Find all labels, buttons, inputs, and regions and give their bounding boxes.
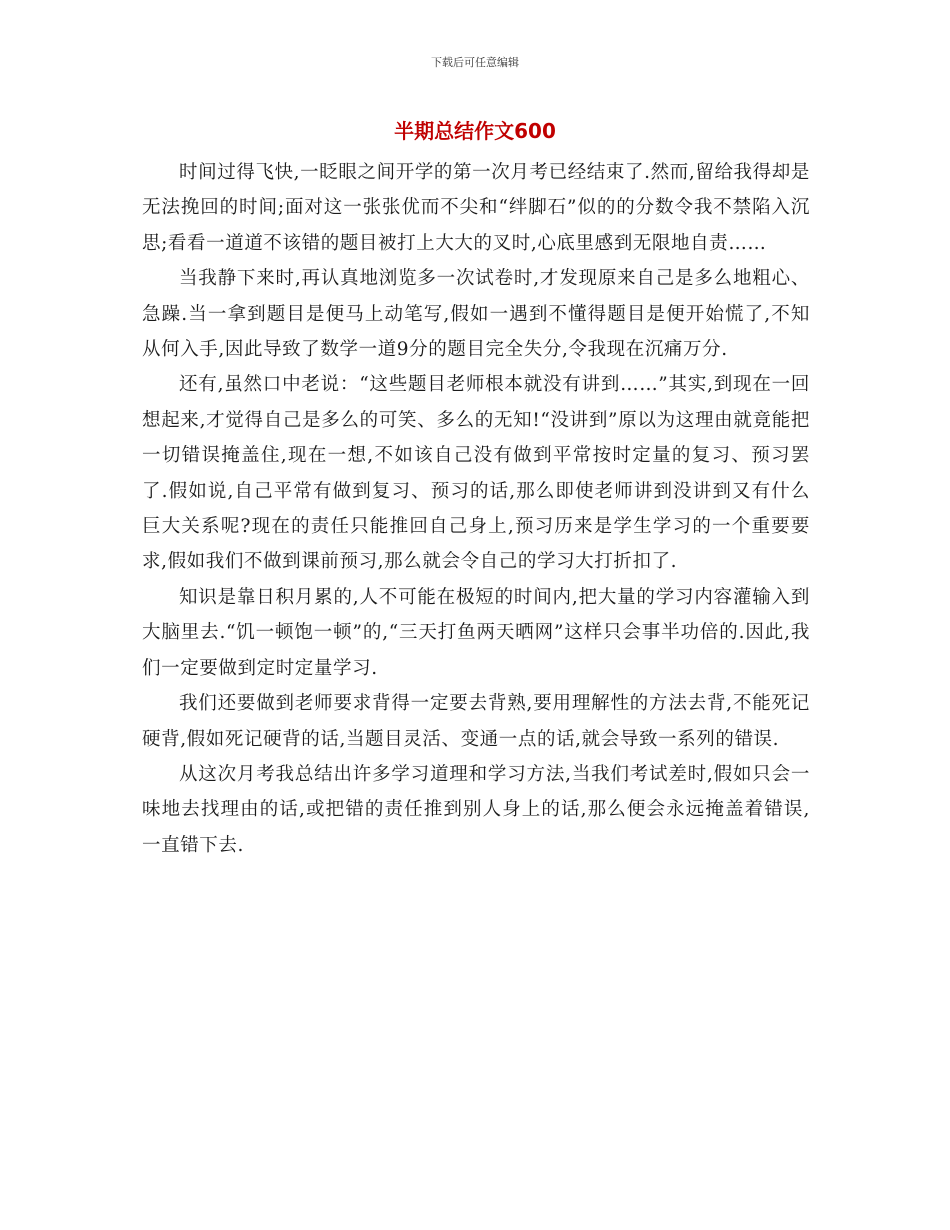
paragraph: 当我静下来时,再认真地浏览多一次试卷时,才发现原来自己是多么地粗心、急躁.当一拿到题目是便马上动笔写,假如一遇到不懂得题目是便开始慌了,不知从何入手,因此导致了数学一道9分的题目完全失分,令我现在沉痛万分. [142, 268, 810, 361]
header-note: 下载后可任意编辑 [431, 56, 519, 69]
document-title: 半期总结作文600 [394, 119, 556, 143]
paragraph: 时间过得飞快,一眨眼之间开学的第一次月考已经结束了.然而,留给我得却是无法挽回的时间;面对这一张张优而不尖和“绊脚石”似的的分数令我不禁陷入沉思;看看一道道不该错的题目被打上大大的叉时,心底里感到无限地自责…… [142, 162, 810, 254]
paragraph: 知识是靠日积月累的,人不可能在极短的时间内,把大量的学习内容灌输入到大脑里去.“饥一顿饱一顿”的,“三天打鱼两天晒网”这样只会事半功倍的.因此,我们一定要做到定时定量学习. [142, 586, 810, 679]
paragraph: 从这次月考我总结出许多学习道理和学习方法,当我们考试差时,假如只会一味地去找理由的话,或把错的责任推到别人身上的话,那么便会永远掩盖着错误,一直错下去. [142, 763, 810, 856]
paragraph: 我们还要做到老师要求背得一定要去背熟,要用理解性的方法去背,不能死记硬背,假如死记硬背的话,当题目灵活、变通一点的话,就会导致一系列的错误. [142, 693, 810, 750]
document-body [142, 155, 810, 863]
paragraph: 还有,虽然口中老说：“这些题目老师根本就没有讲到……”其实,到现在一回想起来,才觉得自己是多么的可笑、多么的无知!“没讲到”原以为这理由就竟能把一切错误掩盖住,现在一想,不如该自己没有做到平常按时定量的复习、预习罢了.假如说,自己平常有做到复习、预习的话,那么即使老师讲到没讲到又有什么巨大关系呢?现在的责任只能推回自己身上,预习历来是学生学习的一个重要要求,假如我们不做到课前预习,那么就会令自己的学习大打折扣了. [142, 374, 810, 573]
